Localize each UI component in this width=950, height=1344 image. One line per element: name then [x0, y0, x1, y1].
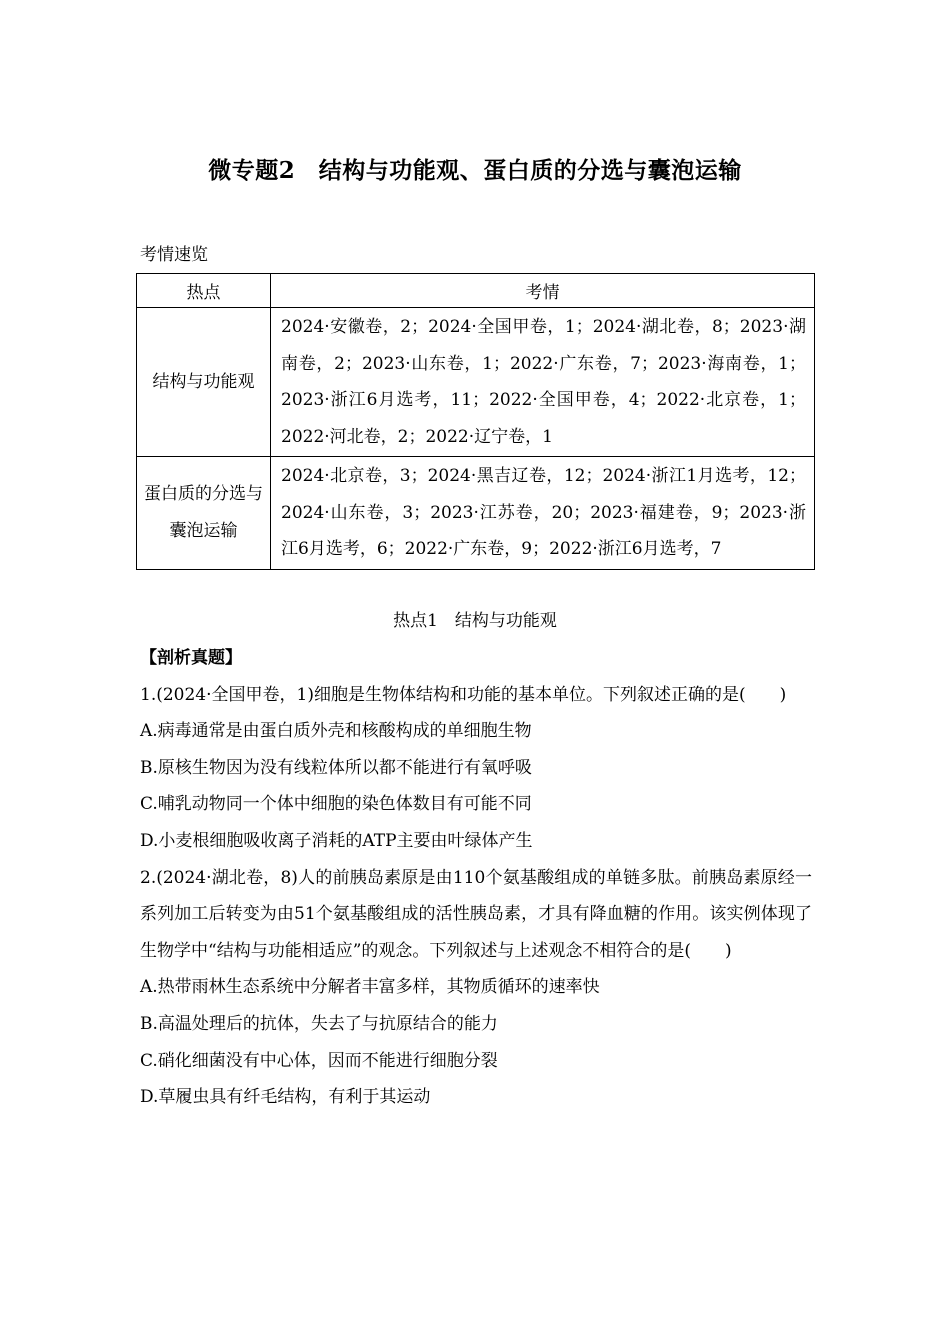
table-header-row: [137, 274, 815, 308]
question-option: D.草履虫具有纤毛结构，有利于其运动: [140, 1087, 431, 1108]
question-option: C.硝化细菌没有中心体，因而不能进行细胞分裂: [140, 1050, 498, 1071]
question-stem: 2.(2024·湖北卷，8)人的前胰岛素原是由110个氨基酸组成的单链多肽。前胰岛素原经一系列加工后转变为由51个氨基酸组成的活性胰岛素，才具有降血糖的作用。该实例体现了生物学中“结构与功能相适应”的观念。下列叙述与上述观念不相符合的是( ): [140, 867, 812, 961]
table-cell-detail: 2024·北京卷，3；2024·黑吉辽卷，12；2024·浙江1月选考，12；2024·山东卷，3；2023·江苏卷，20；2023·福建卷，9；2023·浙江6月选考，6；2022·广东卷，9；2022·浙江6月选考，7: [271, 457, 815, 570]
table-row: [137, 308, 815, 457]
table-cell-topic: 结构与功能观: [137, 308, 271, 457]
table-cell-topic: 蛋白质的分选与囊泡运输: [137, 457, 271, 570]
question-content: [140, 640, 812, 1116]
table-row: [137, 457, 815, 570]
question-option: D.小麦根细胞吸收离子消耗的ATP主要由叶绿体产生: [140, 830, 533, 851]
analysis-heading: 【剖析真题】: [140, 648, 242, 668]
section-title: 热点1 结构与功能观: [393, 611, 557, 631]
question-option: A.病毒通常是由蛋白质外壳和核酸构成的单细胞生物: [140, 721, 532, 742]
question-stem: 1.(2024·全国甲卷，1)细胞是生物体结构和功能的基本单位。下列叙述正确的是( ): [140, 684, 787, 705]
exam-overview-table: [136, 273, 815, 570]
page-title: 微专题2 结构与功能观、蛋白质的分选与囊泡运输: [208, 157, 742, 184]
question-option: C.哺乳动物同一个体中细胞的染色体数目有可能不同: [140, 794, 532, 815]
question-option: B.高温处理后的抗体，失去了与抗原结合的能力: [140, 1013, 498, 1034]
question-option: B.原核生物因为没有线粒体所以都不能进行有氧呼吸: [140, 757, 532, 778]
table-cell-detail: 2024·安徽卷，2；2024·全国甲卷，1；2024·湖北卷，8；2023·湖南卷，2；2023·山东卷，1；2022·广东卷，7；2023·海南卷，1；2023·浙江6月选考，11；2022·全国甲卷，4；2022·北京卷，1；2022·河北卷，2；2022·辽宁卷，1: [271, 308, 815, 457]
table-header-detail: 考情: [271, 274, 815, 308]
table-header-topic: 热点: [137, 274, 271, 308]
question-option: A.热带雨林生态系统中分解者丰富多样，其物质循环的速率快: [140, 977, 600, 998]
overview-label: 考情速览: [140, 245, 208, 265]
